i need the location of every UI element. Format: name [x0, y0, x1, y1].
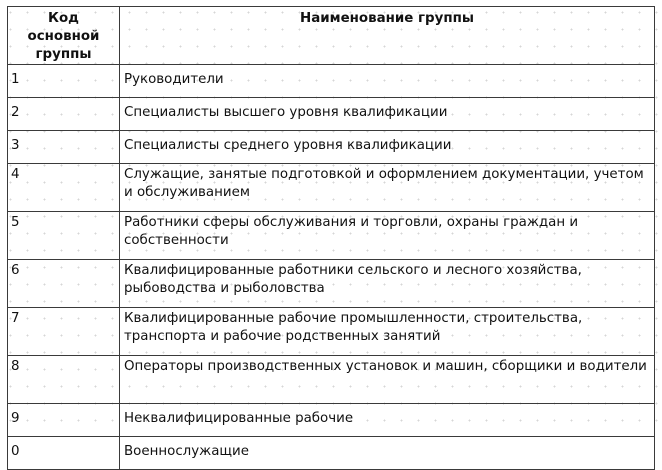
table-row: [8, 98, 655, 131]
cell-name[interactable]: Руководители: [120, 65, 655, 98]
cell-code[interactable]: 2: [8, 98, 120, 131]
table-row: [8, 437, 655, 470]
cell-code[interactable]: 0: [8, 437, 120, 470]
cell-name[interactable]: Квалифицированные работники сельского и лесного хозяйства, рыбоводства и рыболовства: [120, 260, 655, 308]
cell-code[interactable]: 3: [8, 131, 120, 164]
cell-name[interactable]: Специалисты среднего уровня квалификации: [120, 131, 655, 164]
cell-name[interactable]: Операторы производственных установок и машин, сборщики и водители: [120, 356, 655, 404]
cell-name[interactable]: Специалисты высшего уровня квалификации: [120, 98, 655, 131]
occupation-groups-table: [7, 6, 655, 470]
cell-code[interactable]: 5: [8, 212, 120, 260]
table-row: [8, 260, 655, 308]
table-row: [8, 212, 655, 260]
cell-code[interactable]: 6: [8, 260, 120, 308]
cell-name[interactable]: Квалифицированные рабочие промышленности, строительства, транспорта и рабочие родственных занятий: [120, 308, 655, 356]
cell-code[interactable]: 7: [8, 308, 120, 356]
cell-name[interactable]: Работники сферы обслуживания и торговли, охраны граждан и собственности: [120, 212, 655, 260]
cell-name[interactable]: Военнослужащие: [120, 437, 655, 470]
cell-name[interactable]: Неквалифицированные рабочие: [120, 404, 655, 437]
cell-name[interactable]: Служащие, занятые подготовкой и оформлением документации, учетом и обслуживанием: [120, 164, 655, 212]
cell-code[interactable]: 9: [8, 404, 120, 437]
table-row: [8, 164, 655, 212]
cell-code[interactable]: 8: [8, 356, 120, 404]
table-row: [8, 131, 655, 164]
header-code[interactable]: Код основной группы: [8, 7, 120, 65]
cell-code[interactable]: 4: [8, 164, 120, 212]
cell-code[interactable]: 1: [8, 65, 120, 98]
table-row: [8, 356, 655, 404]
table-row: [8, 308, 655, 356]
table-row: [8, 65, 655, 98]
header-name[interactable]: Наименование группы: [120, 7, 655, 65]
table-header-row: [8, 7, 655, 65]
